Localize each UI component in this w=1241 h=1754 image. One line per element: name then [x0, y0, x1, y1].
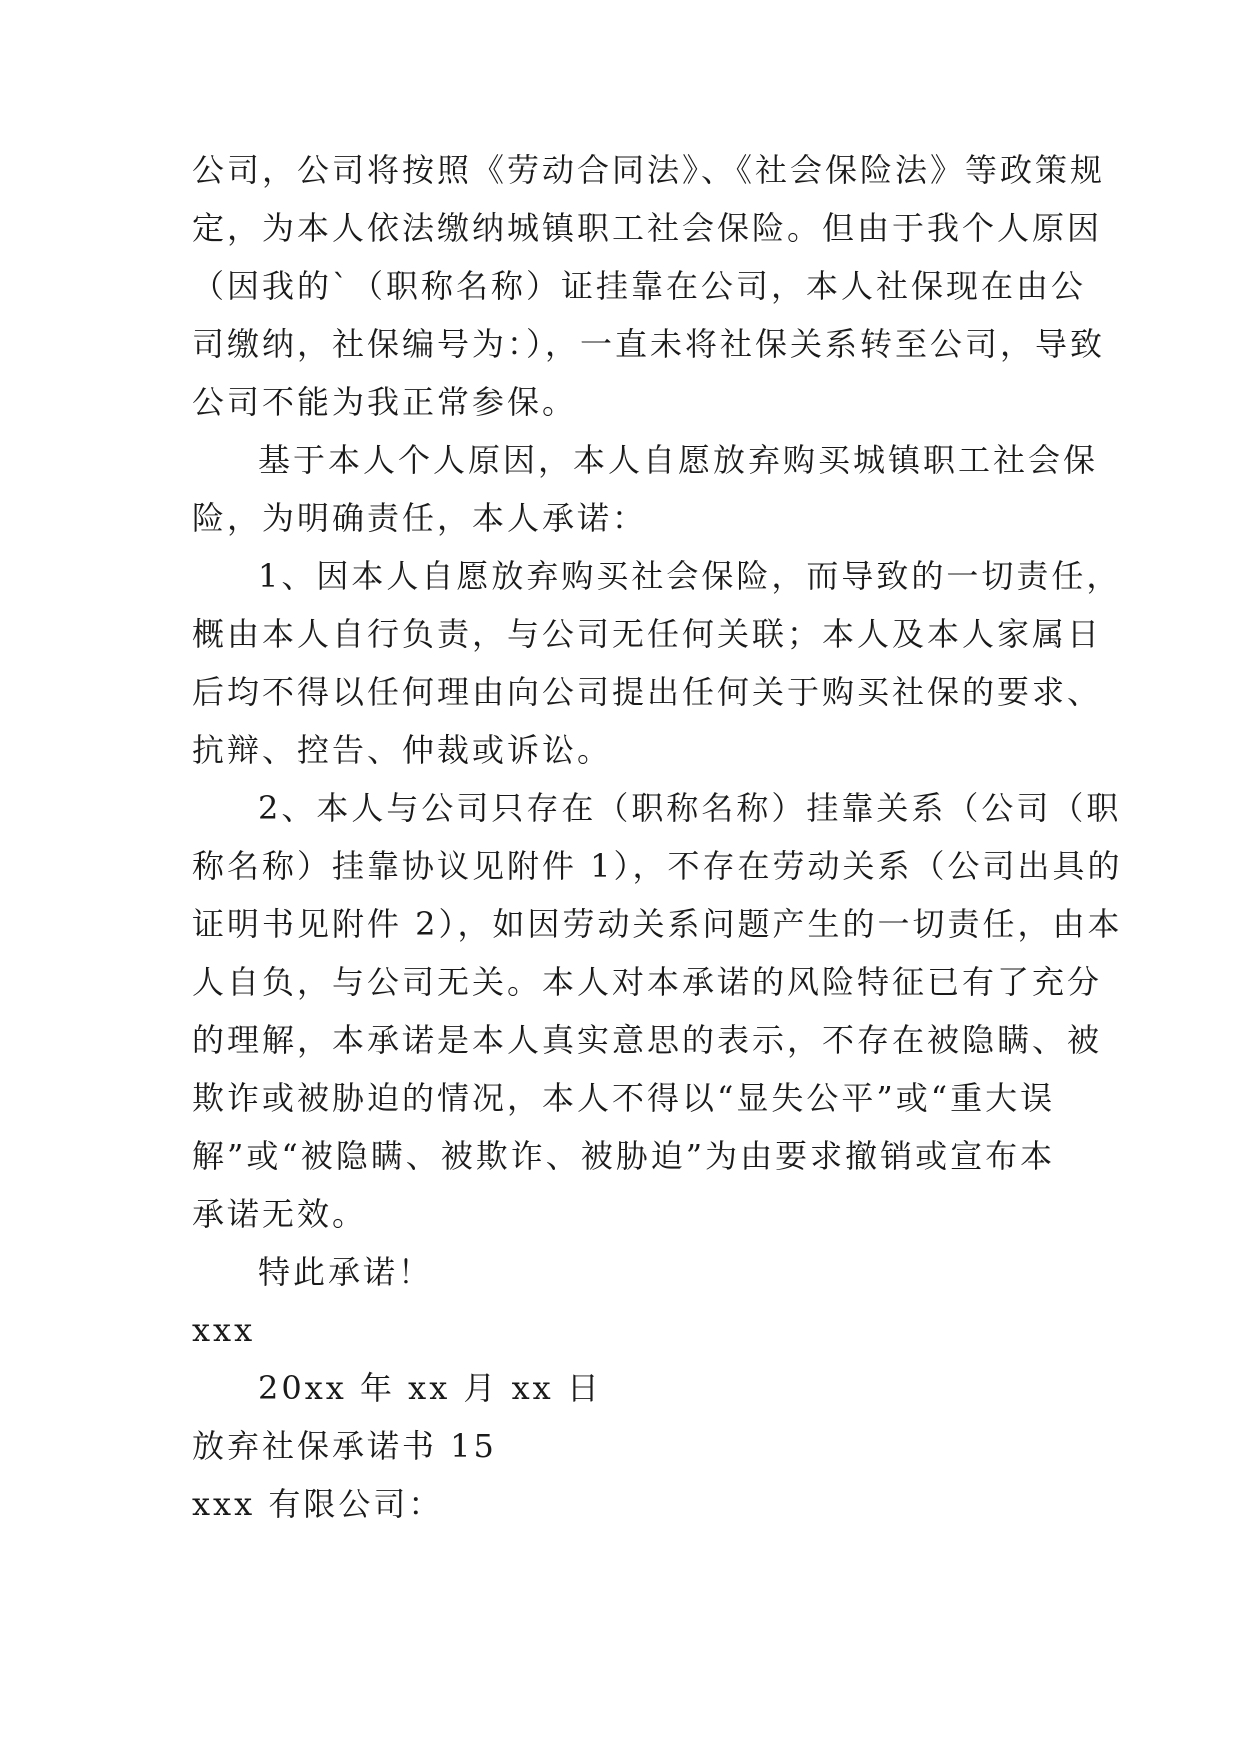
document-heading: 放弃社保承诺书 15	[192, 1427, 497, 1465]
body-line: 人自负，与公司无关。本人对本承诺的风险特征已有了充分	[192, 963, 1103, 1001]
body-line: 解”或“被隐瞒、被欺诈、被胁迫”为由要求撤销或宣布本	[192, 1137, 1056, 1175]
body-line: 欺诈或被胁迫的情况，本人不得以“显失公平”或“重大误	[192, 1079, 1056, 1117]
paragraph-start: 基于本人个人原因，本人自愿放弃购买城镇职工社会保	[258, 441, 1099, 479]
signatory-name: xxx	[192, 1311, 256, 1349]
body-line: 的理解，本承诺是本人真实意思的表示，不存在被隐瞒、被	[192, 1021, 1103, 1059]
commitment-item-2: 2、本人与公司只存在（职称名称）挂靠关系（公司（职	[258, 789, 1122, 827]
body-line: 证明书见附件 2），如因劳动关系问题产生的一切责任，由本	[192, 905, 1123, 943]
body-line: 称名称）挂靠协议见附件 1），不存在劳动关系（公司出具的	[192, 847, 1123, 885]
body-line: 公司不能为我正常参保。	[192, 383, 578, 421]
closing-statement: 特此承诺！	[258, 1253, 434, 1291]
body-line: 后均不得以任何理由向公司提出任何关于购买社保的要求、	[192, 673, 1103, 711]
body-line: 公司，公司将按照《劳动合同法》、《社会保险法》等政策规	[192, 151, 1106, 189]
body-line: 险，为明确责任，本人承诺：	[192, 499, 648, 537]
body-line: 承诺无效。	[192, 1195, 368, 1233]
body-line: 司缴纳，社保编号为：），一直未将社保关系转至公司，导致	[192, 325, 1106, 363]
body-line: （因我的`（职称名称）证挂靠在公司，本人社保现在由公	[192, 267, 1087, 305]
addressee: xxx 有限公司：	[192, 1485, 444, 1523]
signature-date: 20xx 年 xx 月 xx 日	[258, 1369, 602, 1407]
body-line: 定，为本人依法缴纳城镇职工社会保险。但由于我个人原因	[192, 209, 1103, 247]
commitment-item-1: 1、因本人自愿放弃购买社会保险，而导致的一切责任，	[258, 557, 1122, 595]
body-line: 概由本人自行负责，与公司无任何关联；本人及本人家属日	[192, 615, 1103, 653]
body-line: 抗辩、控告、仲裁或诉讼。	[192, 731, 613, 769]
